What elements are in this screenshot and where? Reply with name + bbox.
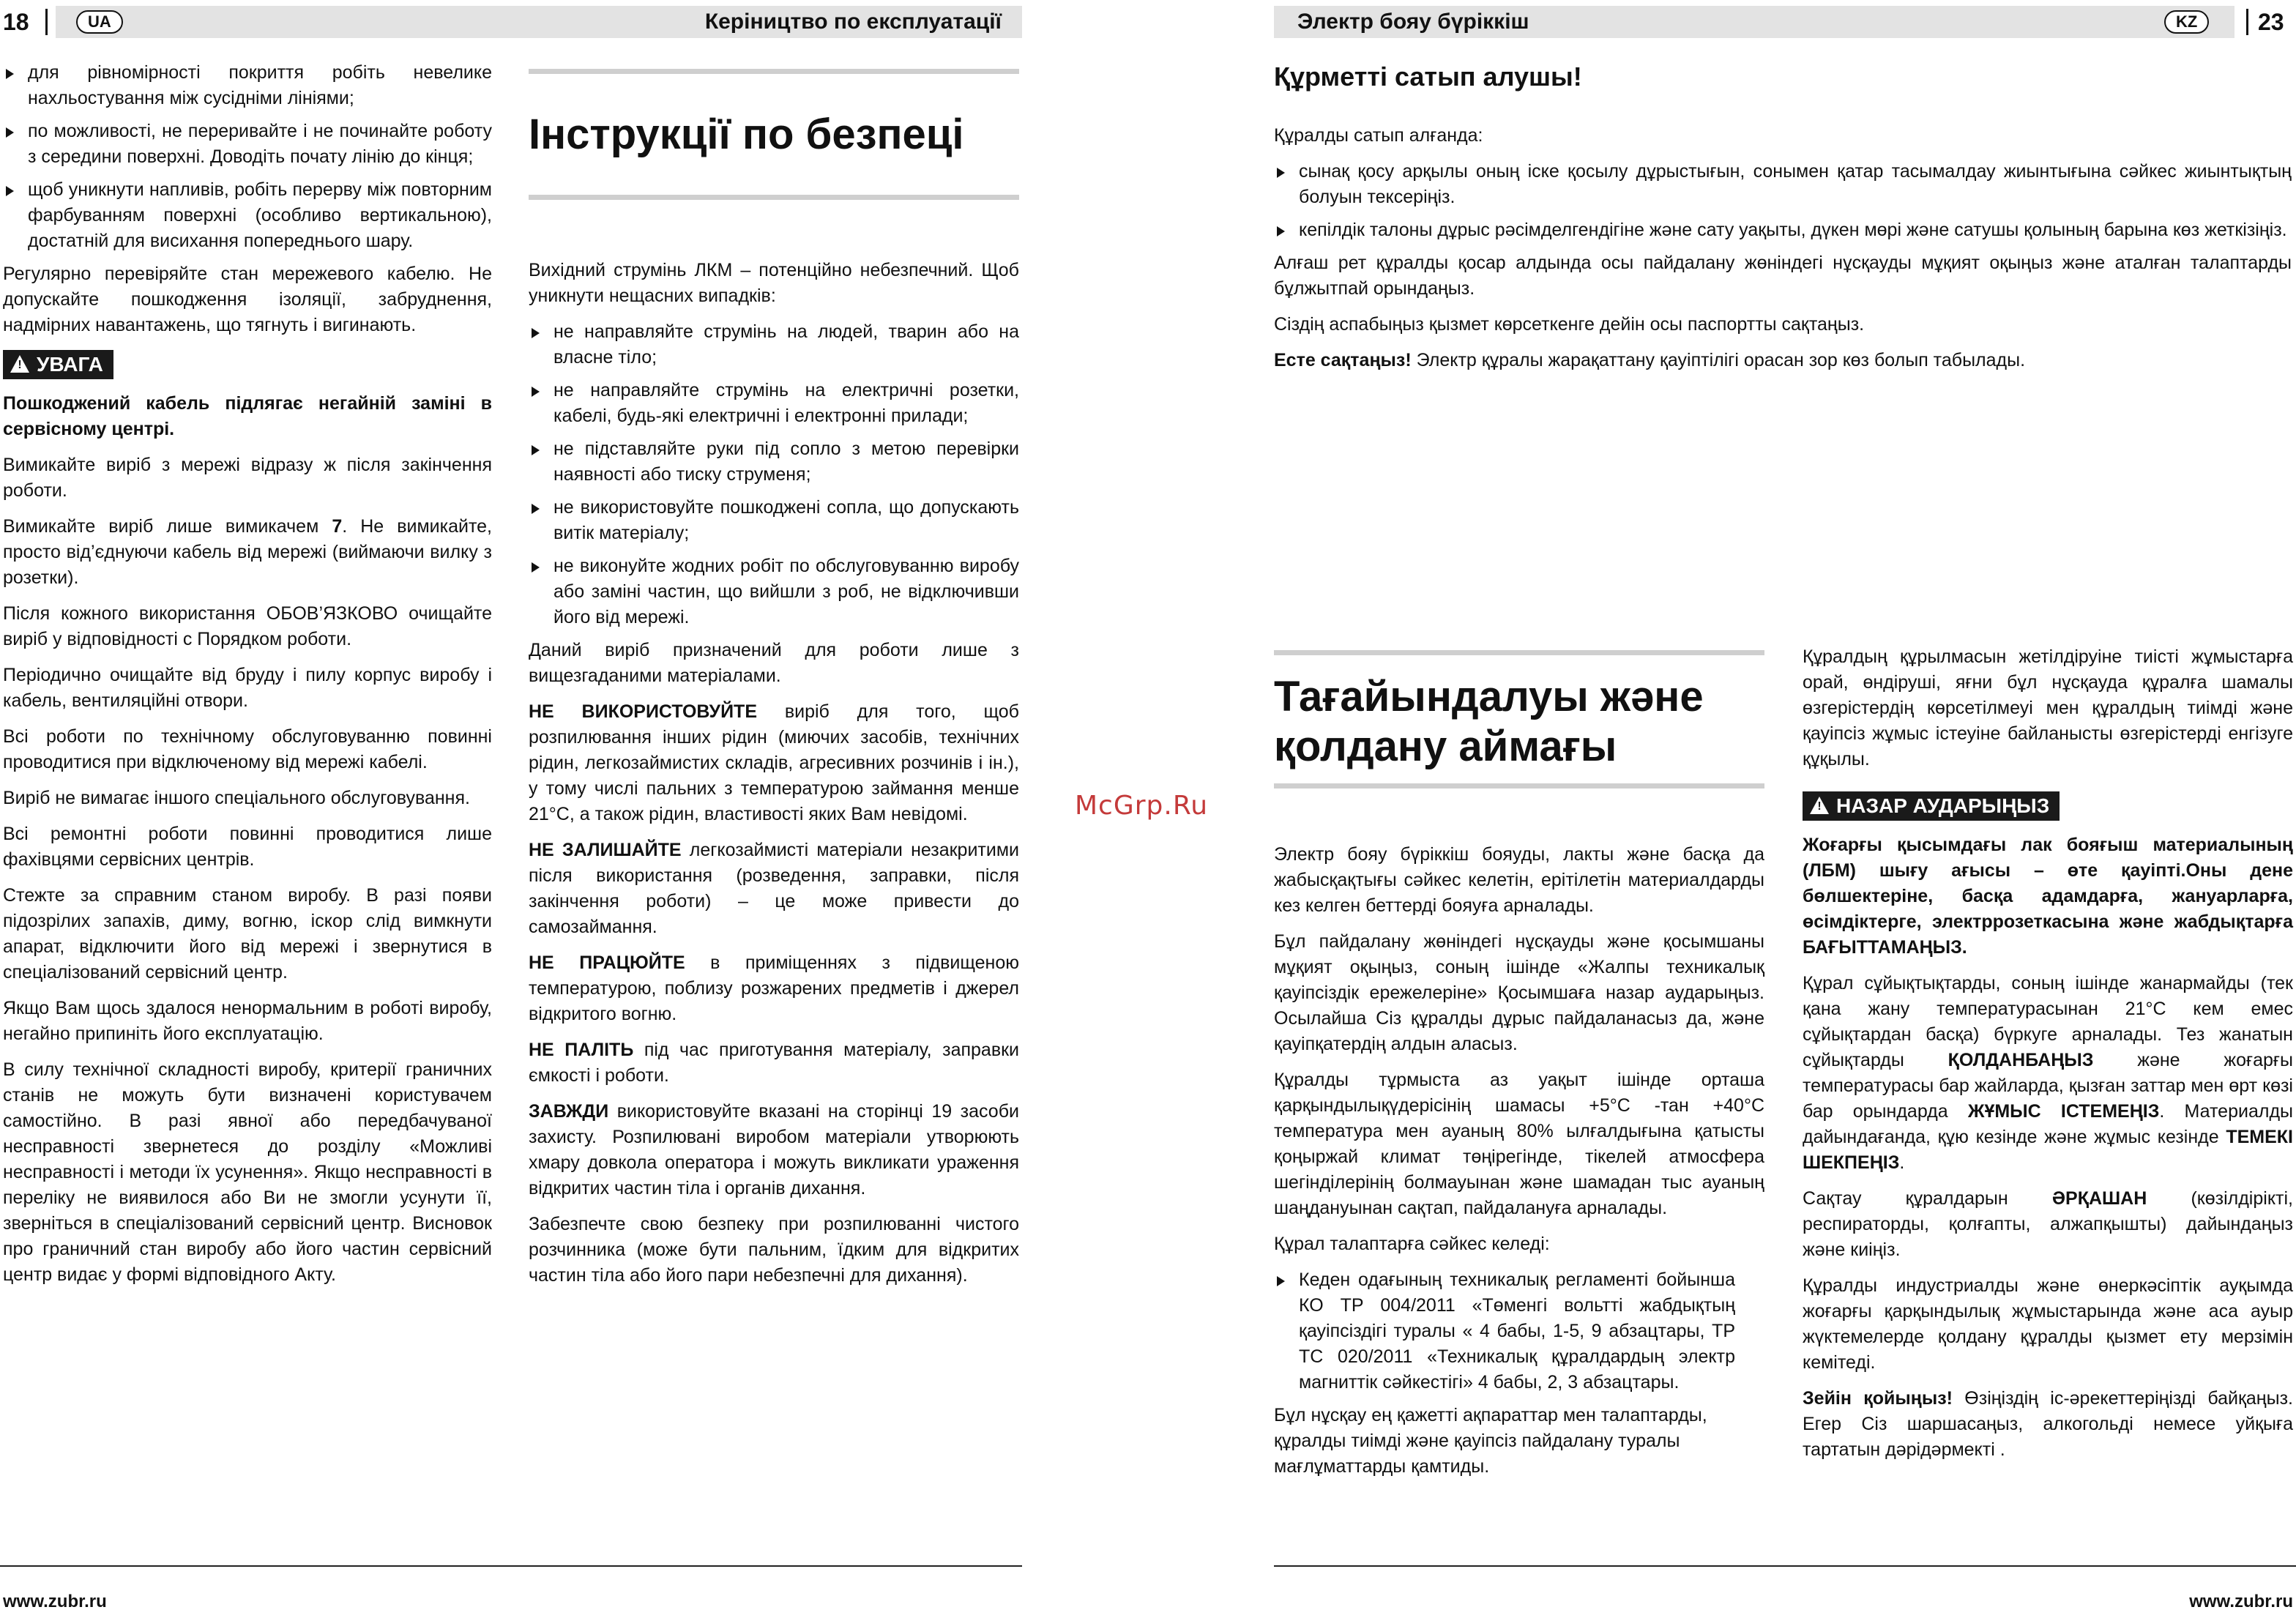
purchase-checklist	[1274, 159, 2292, 243]
paragraph: Құралдың құрылмасын жетілдіруіне тиісті жұмыстарға орай, өндіруші, яғни бұл нұсқауда құралға шамалы өзгерістердің көрсетілмеуі мен құралдың тиімді және қауіпсіз жұмыс істеуіне байланысты өзгерістерді енгізуге құқылы.	[1803, 646, 2293, 769]
footer-line	[1274, 1565, 2296, 1567]
paragraph: НЕ ПРАЦЮЙТЕ в приміщеннях з підвищеною температурою, поблизу розжарених предметів і джерел відкритого вогню.	[529, 952, 1019, 1024]
paragraph: Всі ремонтні роботи повинні проводитися лише фахівцями сервісних центрів.	[3, 824, 492, 870]
paragraph: Періодично очищайте від бруду і пилу корпус виробу і кабель, вентиляційні отвори.	[3, 665, 492, 711]
paragraph: Зейін қойыңыз! Өзіңіздің іс-әрекеттеріңізді байқаңыз. Егер Сіз шаршасаңыз, алкогольді немесе уйқыға тартатын дәрідәрмекті .	[1803, 1388, 2293, 1460]
paragraph: Электр бояу бүріккіш бояуды, лакты және басқа да жабысқақтығы сәйкес келетін, ерітілетін материалдарды кез келген беттерді бояуға арналады.	[1274, 844, 1764, 916]
paragraph: Вихідний струмінь ЛКМ – потенційно небезпечний. Щоб уникнути нещасних випадків:	[529, 260, 1019, 306]
header-title: Электр бояу бүріккіш	[1297, 10, 1529, 34]
warning-icon: !	[10, 355, 29, 373]
paragraph: В силу технічної складності виробу, критерії граничних станів не можуть бути визначені користувачем самостійно. В разі явної або передбачуваної несправності звернетеся до розділу «Можливі несправності і методи їх усунення». Якщо несправності в переліку не виявилося або Ви не змогли усунути її, зверніться в спеціалізований сервісний центр. Висновок про граничний стан виробу або його частин сервісний центр видає у формі відповідного Акту.	[3, 1059, 492, 1285]
header-title: Керіництво по експлуатації	[704, 10, 1002, 34]
painting-tips-list	[3, 60, 492, 254]
paragraph: Сақтау құралдарын ӘРҚАШАН (көзілдірікті, респираторды, қолғапты, алжапқышты) дайындаңыз және киіңіз.	[1803, 1188, 2293, 1260]
paragraph: Після кожного використання ОБОВ’ЯЗКОВО очищайте виріб у відповідності с Порядком роботи.	[3, 603, 492, 649]
left-column-2	[529, 258, 1019, 1299]
paragraph: Пошкоджений кабель підлягає негайній заміні в сервісному центрі.	[3, 393, 492, 439]
paragraph: Всі роботи по технічному обслуговуванню повинні проводитися при відключеному від мережі кабелі.	[3, 726, 492, 772]
section-title: Інструкції по безпеці	[529, 111, 964, 158]
paragraph: Құралды сатып алғанда:	[1274, 125, 1483, 146]
paragraph: Құрал сұйықтықтарды, соның ішінде жанармайды (тек қана жану температурасынан 21°С кем емес сұйықтардан басқа) бүркуге арналады. Тез жанатын сұйықтарды ҚОЛДАНБАҢЫЗ және жоғарғы температурасы бар жайларда, қызған заттар мен өрт көзі бар орындарда ЖҰМЫС ІСТЕМЕҢІЗ. Материалды дайындағанда, құю кезінде және жұмыс кезінде ТЕМЕКІ ШЕКПЕҢІЗ.	[1803, 973, 2294, 1173]
greeting: Құрметті сатып алушы!	[1274, 61, 1582, 92]
right-column-1	[1274, 842, 1764, 1490]
language-badge: UA	[76, 10, 123, 34]
list-item: сынақ қосу арқылы оның іске қосылу дұрыстығын, сонымен қатар тасымалдау жиынтығына сәйкес жиынтықтың болуын тексеріңіз.	[1274, 159, 2292, 210]
list-item: не використовуйте пошкоджені сопла, що допускають витік матеріалу;	[529, 495, 1019, 546]
footer-url-link[interactable]: www.zubr.ru	[3, 1592, 107, 1611]
language-badge: KZ	[2164, 10, 2209, 34]
paragraph: Құралды тұрмыста аз уақыт ішінде орташа қарқындылықүдерісінің шамасы +5°С -тан +40°С температура мен ауаның 80% ылғалдығына қатысты қоңыржай климат төңірегінде, тікелей атмосфера шегінділерінің болмауынан және шамадан тыс ауаның шаңдануынан сақтап, пайдалануға арналады.	[1274, 1070, 1764, 1218]
intro-block	[1274, 60, 2292, 384]
paragraph: ЗАВЖДИ використовуйте вказані на сторінці 19 засоби захисту. Розпилювані виробом матеріали утворюють хмару довкола оператора і можуть викликати ураження відкритих частин тіла і органів дихання.	[529, 1101, 1019, 1198]
paragraph: Бұл нұсқау ең қажетті ақпараттар мен талаптарды, құралды тиімді және қауіпсіз пайдалану туралы мағлұматтарды қамтиды.	[1274, 1405, 1707, 1477]
list-item: для рівномірності покриття робіть невелике нахльостування між сусідніми лініями;	[3, 60, 492, 111]
paragraph: Алғаш рет құралды қосар алдында осы пайдалану жөніндегі нұсқауды мұқият оқыңыз және аталған талаптарды бұлжытпай орындаңыз.	[1274, 253, 2292, 299]
section-rule-bottom	[529, 195, 1019, 200]
header-separator	[2246, 9, 2248, 35]
header-separator	[45, 9, 48, 35]
section-rule-top	[1274, 650, 1764, 655]
right-page	[1274, 0, 2296, 1618]
paragraph: НЕ ПАЛІТЬ під час приготування матеріалу, заправки ємкості і роботи.	[529, 1040, 1020, 1086]
paragraph: Сіздің аспабыңыз қызмет көрсеткенге дейін осы паспортты сақтаңыз.	[1274, 314, 1865, 335]
paragraph: Забезпечте свою безпеку при розпилюванні чистого розчинника (може бути пальним, їдким для відкритих частин тіла або його пари небезпечні для дихання).	[529, 1214, 1019, 1286]
paragraph: НЕ ЗАЛИШАЙТЕ легкозаймисті матеріали незакритими після використання (розведення, заправки, після закінчення роботи) – це може привести до самозаймання.	[529, 840, 1019, 937]
section-title: Тағайындалуы және қолдану аймағы	[1274, 673, 1704, 770]
section-rule-bottom	[1274, 783, 1764, 789]
paragraph: Якщо Вам щось здалося ненормальним в роботі виробу, негайно припиніть його експлуатацію.	[3, 998, 492, 1044]
left-column-1	[3, 60, 492, 1298]
list-item: не виконуйте жодних робіт по обслуговуванню виробу або заміні частин, що вийшли з роб, не відключивши його від мережі.	[529, 553, 1019, 630]
regulation-list	[1274, 1267, 1764, 1395]
list-item: щоб уникнути напливів, робіть перерву між повторним фарбуванням поверхні (особливо вертикальною), достатній для висихання попереднього шару.	[3, 177, 492, 254]
paragraph: Құралды индустриалды және өнеркәсіптік ауқымда жоғарғы қарқындылық жұмыстарында және аса ауыр жүктемелерде қолдану құралды қызмет ету мерзімін кемітеді.	[1803, 1275, 2293, 1373]
watermark: McGrp.Ru	[1075, 791, 1209, 821]
warning-label: ! УВАГА	[3, 350, 113, 379]
left-page	[0, 0, 1025, 1618]
paragraph: Жоғарғы қысымдағы лак бояғыш материалының (ЛБМ) шығу ағысы – өте қауіпті.Оны дене бөлшектеріне, басқа адамдарға, жануарларға, өсімдіктерге, электррозеткасына және жабдықтарға БАҒЫТТАМАҢЫЗ.	[1803, 835, 2293, 958]
page-number: 18	[3, 9, 29, 35]
paragraph: Виріб не вимагає іншого спеціального обслуговування.	[3, 788, 470, 808]
list-item: не направляйте струмінь на електричні розетки, кабелі, будь-які електричні і електронні прилади;	[529, 378, 1019, 429]
list-item: не підставляйте руки під сопло з метою перевірки наявності або тиску струменя;	[529, 436, 1019, 488]
paragraph: НЕ ВИКОРИСТОВУЙТЕ виріб для того, щоб розпилювання інших рідин (миючих засобів, технічних рідин, легкозаймистих складів, агресивних розчинів і ін.), у тому числі пальних з температурою займання менше 21°С, а також рідин, властивості яких Вам невідомі.	[529, 701, 1019, 824]
list-item: не направляйте струмінь на людей, тварин або на власне тіло;	[529, 319, 1019, 370]
paragraph: Вимикайте виріб з мережі відразу ж після закінчення роботи.	[3, 455, 492, 501]
footer-url-link[interactable]: www.zubr.ru	[2189, 1592, 2293, 1611]
safety-list	[529, 319, 1019, 630]
paragraph: Құрал талаптарға сәйкес келеді:	[1274, 1234, 1550, 1254]
list-item: Кеден одағының техникалық регламенті бойынша КО ТР 004/2011 «Төменгі вольтті жабдықтың қауіпсіздігі туралы « 4 бабы, 1-5, 9 абзацтары, ТР ТС 020/2011 «Техникалық құралдардың электр магниттік сәйкестігі» 4 бабы, 2, 3 абзацтары.	[1274, 1267, 1764, 1395]
section-rule-top	[529, 69, 1019, 74]
right-column-2	[1803, 644, 2293, 1473]
footer-line	[0, 1565, 1022, 1567]
paragraph: Есте сақтаңыз! Электр құралы жарақаттану қауіптілігі орасан зор көз болып табылады.	[1274, 350, 2026, 370]
paragraph: Регулярно перевіряйте стан мережевого кабелю. Не допускайте пошкодження ізоляції, забруднення, надмірних навантажень, що тягнуть і вигинають.	[3, 264, 492, 335]
page-number: 23	[2258, 9, 2284, 35]
paragraph: Даний виріб призначений для роботи лише з вищезгаданими матеріалами.	[529, 640, 1019, 686]
paragraph: Вимикайте виріб лише вимикачем 7. Не вимикайте, просто від’єднуючи кабель від мережі (виймаючи вилку з розетки).	[3, 516, 492, 588]
paragraph: Бұл пайдалану жөніндегі нұсқауды және қосымшаны мұқият оқыңыз, соның ішінде «Жалпы техникалық қауіпсіздік ережелеріне» Қосымшаға назар аударыңыз. Осылайша Сіз құралды дұрыс пайдаланасыз да, және қауіпқатердің алдын аласыз.	[1274, 931, 1764, 1054]
paragraph: Стежте за справним станом виробу. В разі появи підозрілих запахів, диму, вогню, іскор слід вимкнути апарат, відключити його від мережі і звернутися в спеціалізований сервісний центр.	[3, 885, 492, 983]
list-item: кепілдік талоны дұрыс рәсімделгендігіне және сату уақыты, дүкен мөрі және сатушы қолының барына көз жеткізіңіз.	[1274, 217, 2292, 243]
warning-icon: !	[1810, 797, 1829, 814]
warning-label: ! НАЗАР АУДАРЫҢЫЗ	[1803, 791, 2060, 821]
list-item: по можливості, не переривайте і не починайте роботу з середини поверхні. Доводіть почату лінію до кінця;	[3, 119, 492, 170]
